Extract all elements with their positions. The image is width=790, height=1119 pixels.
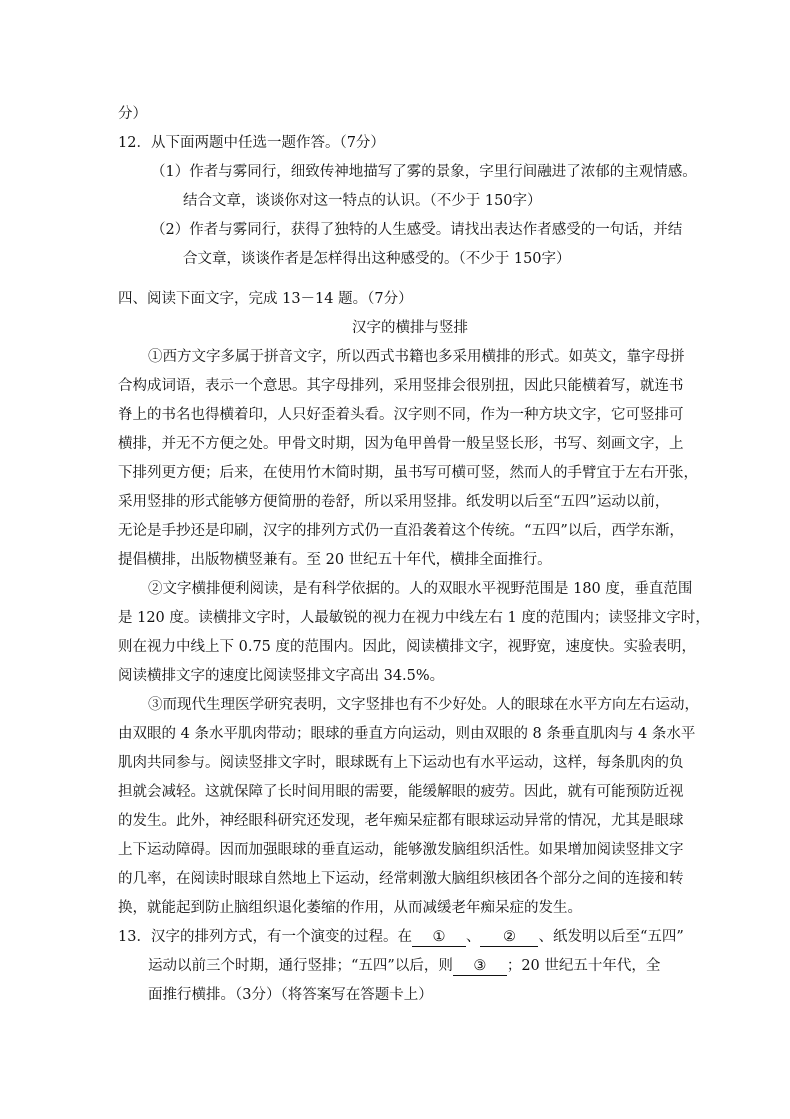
paragraph-1-line: 提倡横排，出版物横竖兼有。至 20 世纪五十年代，横排全面推行。 [118,552,552,568]
question-13-prefix: 13．汉字的排列方式，有一个演变的过程。在 [118,929,412,945]
question-13-text: 运动以前三个时期，通行竖排；“五四”以后，则 [148,958,453,974]
question-12-option-1: （1）作者与雾同行，细致传神地描写了雾的景象，字里行间融进了浓郁的主观情感。 [151,164,697,180]
answer-blank-3: ③ [453,957,507,976]
text-line: 分） [118,106,147,122]
question-13-text: ；20 世纪五十年代，全 [506,958,661,974]
paragraph-1-line: 合构成词语，表示一个意思。其字母排列，采用竖排会很别扭，因此只能横着写，就连书 [118,378,684,394]
question-13-line-1 [118,927,684,947]
question-12-option-1-cont: 结合文章，谈谈你对这一特点的认识。（不少于 150字） [183,193,542,209]
question-13-line-3: 面推行横排。（3分）（将答案写在答题卡上） [148,987,433,1003]
paragraph-3-line: 的几率，在阅读时眼球自然地上下运动，经常刺激大脑组织核团各个部分之间的连接和转 [118,871,684,887]
paragraph-1-line: ①西方文字多属于拼音文字，所以西式书籍也多采用横排的形式。如英文，靠字母拼 [148,349,685,365]
paragraph-3-line: 的发生。此外，神经眼科研究还发现，老年痴呆症都有眼球运动异常的情况，尤其是眼球 [118,813,684,829]
question-12-title: 12．从下面两题中任选一题作答。（7分） [118,135,385,151]
question-12-option-2-cont: 合文章，谈谈作者是怎样得出这种感受的。（不少于 150字） [183,251,571,267]
paragraph-3-line: 换，就能起到防止脑组织退化萎缩的作用，从而减缓老年痴呆症的发生。 [118,900,582,916]
paragraph-1-line: 横排，并无不方便之处。甲骨文时期，因为龟甲兽骨一般呈竖长形，书写、刻画文字，上 [118,436,684,452]
paragraph-3-line: 肌肉共同参与。阅读竖排文字时，眼球既有上下运动也有水平运动，这样，每条肌肉的负 [118,755,684,771]
paragraph-3-line: ③而现代生理医学研究表明，文字竖排也有不少好处。人的眼球在水平方向左右运动， [148,697,699,713]
paragraph-2-line: 阅读横排文字的速度比阅读竖排文字高出 34.5%。 [118,668,445,684]
answer-blank-1: ① [412,928,466,947]
section-4-heading: 四、阅读下面文字，完成 13－14 题。（7分） [118,291,413,307]
paragraph-3-line: 上下运动障碍。因而加强眼球的垂直运动，能够激发脑组织活性。如果增加阅读竖排文字 [118,842,684,858]
paragraph-2-line: 是 120 度。读横排文字时，人最敏锐的视力在视力中线左右 1 度的范围内；读竖排文字时， [118,610,710,626]
passage-title: 汉字的横排与竖排 [352,320,468,336]
answer-blank-2: ② [480,928,538,947]
paragraph-3-line: 担就会减轻。这就保障了长时间用眼的需要，能缓解眼的疲劳。因此，就有可能预防近视 [118,784,684,800]
paragraph-1-line: 采用竖排的形式能够方便简册的卷舒，所以采用竖排。纸发明以后至“五四”运动以前， [118,494,670,510]
paragraph-3-line: 由双眼的 4 条水平肌肉带动；眼球的垂直方向运动，则由双眼的 8 条垂直肌肉与 4 条水平 [118,726,696,742]
paragraph-1-line: 脊上的书名也得横着印，人只好歪着头看。汉字则不同，作为一种方块文字，它可竖排可 [118,407,684,423]
paragraph-1-line: 无论是手抄还是印刷，汉字的排列方式仍一直沿袭着这个传统。“五四”以后，西学东渐， [118,523,684,539]
question-12-option-2: （2）作者与雾同行，获得了独特的人生感受。请找出表达作者感受的一句话，并结 [151,222,683,238]
paragraph-2-line: 则在视力中线上下 0.75 度的范围内。因此，阅读横排文字，视野宽，速度快。实验表明， [118,639,696,655]
question-13-separator: 、 [465,929,481,945]
paragraph-2-line: ②文字横排便利阅读，是有科学依据的。人的双眼水平视野范围是 180 度，垂直范围 [148,581,693,597]
question-13-line-2 [148,956,660,976]
question-13-mid: 、纸发明以后至“五四” [538,929,684,945]
paragraph-1-line: 下排列更方便；后来，在使用竹木简时期，虽书写可横可竖，然而人的手臂宜于左右开张， [118,465,698,481]
